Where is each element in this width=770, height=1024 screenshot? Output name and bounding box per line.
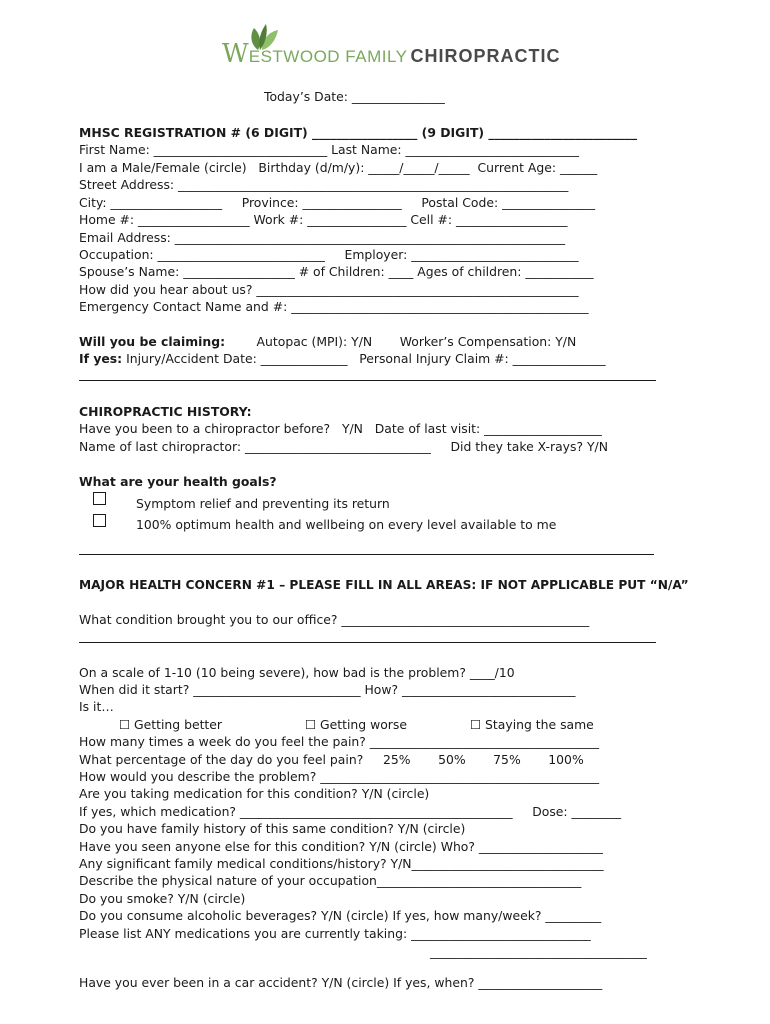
- street-address-field[interactable]: Street Address: _______________________________________________________________: [79, 177, 569, 192]
- phone-fields[interactable]: Home #: __________________ Work #: ________________ Cell #: __________________: [79, 212, 568, 227]
- if-yes-label: If yes:: [79, 351, 123, 366]
- physical-occupation-field[interactable]: Describe the physical nature of your occupation_________________________________: [79, 873, 582, 888]
- chiropractic-history-heading: CHIROPRACTIC HISTORY:: [79, 404, 252, 419]
- clinic-logo: [222, 22, 562, 68]
- times-per-week-field[interactable]: How many times a week do you feel the pain? _____________________________________: [79, 734, 600, 749]
- occupation-employer-fields[interactable]: Occupation: ___________________________ Employer: ___________________________: [79, 247, 579, 262]
- seen-anyone-field[interactable]: Have you seen anyone else for this condition? Y/N (circle) Who? ____________________: [79, 839, 603, 854]
- medications-list-line[interactable]: ___________________________________: [430, 944, 647, 959]
- goal-optimum-checkbox[interactable]: [93, 514, 106, 527]
- condition-field[interactable]: What condition brought you to our office? ________________________________________: [79, 612, 590, 627]
- mhsc-registration-field[interactable]: MHSC REGISTRATION # (6 DIGIT) _________________ (9 DIGIT) ________________________: [79, 125, 638, 140]
- blank-line-1[interactable]: [79, 380, 656, 381]
- is-it-label: Is it…: [79, 699, 114, 714]
- which-medication-dose-fields[interactable]: If yes, which medication? ____________________________________________ Dose: ________: [79, 804, 622, 819]
- health-goals-heading: What are your health goals?: [79, 474, 277, 489]
- family-history-field[interactable]: Do you have family history of this same condition? Y/N (circle): [79, 821, 466, 836]
- logo-w: W: [222, 39, 249, 69]
- percentage-pain-options[interactable]: What percentage of the day do you feel pain? 25% 50% 75% 100%: [79, 752, 584, 767]
- referral-source-field[interactable]: How did you hear about us? ____________________________________________________: [79, 282, 579, 297]
- city-province-postal-fields[interactable]: City: __________________ Province: ________________ Postal Code: _______________: [79, 195, 596, 210]
- claiming-row[interactable]: [79, 334, 576, 349]
- spouse-children-fields[interactable]: Spouse’s Name: __________________ # of Children: ____ Ages of children: ___________: [79, 264, 594, 279]
- logo-family: ESTWOOD FAMILY: [248, 47, 408, 66]
- logo-text: [222, 39, 561, 69]
- todays-date-field[interactable]: Today’s Date: _______________: [264, 89, 445, 104]
- blank-line-3[interactable]: [79, 642, 656, 643]
- start-how-fields[interactable]: When did it start? ___________________________ How? ____________________________: [79, 682, 576, 697]
- blank-line-2[interactable]: [79, 554, 654, 555]
- major-health-concern-heading: MAJOR HEALTH CONCERN #1 – PLEASE FILL IN ALL AREAS: IF NOT APPLICABLE PUT “N/A”: [79, 578, 689, 592]
- emergency-contact-field[interactable]: Emergency Contact Name and #: ________________________________________________: [79, 299, 589, 314]
- getting-better-option[interactable]: ☐ Getting better: [119, 717, 223, 732]
- chiropractor-before-field[interactable]: Have you been to a chiropractor before? Y/N Date of last visit: ___________________: [79, 421, 602, 436]
- medications-list-field[interactable]: Please list ANY medications you are currently taking: _____________________________: [79, 926, 591, 941]
- smoke-field[interactable]: Do you smoke? Y/N (circle): [79, 891, 246, 906]
- injury-claim-fields[interactable]: Injury/Accident Date: ______________ Personal Injury Claim #: _______________: [122, 351, 606, 366]
- getting-worse-option[interactable]: ☐ Getting worse: [305, 717, 407, 732]
- last-chiropractor-field[interactable]: Name of last chiropractor: ______________________________ Did they take X-rays? Y/N: [79, 439, 609, 454]
- severity-scale-field[interactable]: On a scale of 1-10 (10 being severe), how bad is the problem? ____/10: [79, 665, 515, 680]
- if-yes-row[interactable]: [79, 351, 606, 366]
- describe-problem-field[interactable]: How would you describe the problem? _____________________________________________: [79, 769, 600, 784]
- claiming-label: Will you be claiming:: [79, 334, 226, 349]
- name-fields[interactable]: First Name: ____________________________ Last Name: ____________________________: [79, 142, 579, 157]
- logo-chiropractic: CHIROPRACTIC: [410, 46, 561, 66]
- goal-symptom-checkbox[interactable]: [93, 492, 106, 505]
- staying-same-option[interactable]: ☐ Staying the same: [470, 717, 594, 732]
- email-field[interactable]: Email Address: _______________________________________________________________: [79, 230, 566, 245]
- alcohol-field[interactable]: Do you consume alcoholic beverages? Y/N (circle) If yes, how many/week? _________: [79, 908, 602, 923]
- sex-birthday-age-fields[interactable]: I am a Male/Female (circle) Birthday (d/m/y): _____/_____/_____ Current Age: ______: [79, 160, 598, 175]
- goal-optimum-label: 100% optimum health and wellbeing on every level available to me: [136, 517, 557, 532]
- claiming-options[interactable]: Autopac (MPI): Y/N Worker’s Compensation: Y/N: [225, 334, 577, 349]
- taking-medication-field[interactable]: Are you taking medication for this condition? Y/N (circle): [79, 786, 430, 801]
- goal-symptom-label: Symptom relief and preventing its return: [136, 496, 390, 511]
- car-accident-field[interactable]: Have you ever been in a car accident? Y/N (circle) If yes, when? ____________________: [79, 975, 603, 990]
- significant-conditions-field[interactable]: Any significant family medical conditions/history? Y/N_______________________________: [79, 856, 604, 871]
